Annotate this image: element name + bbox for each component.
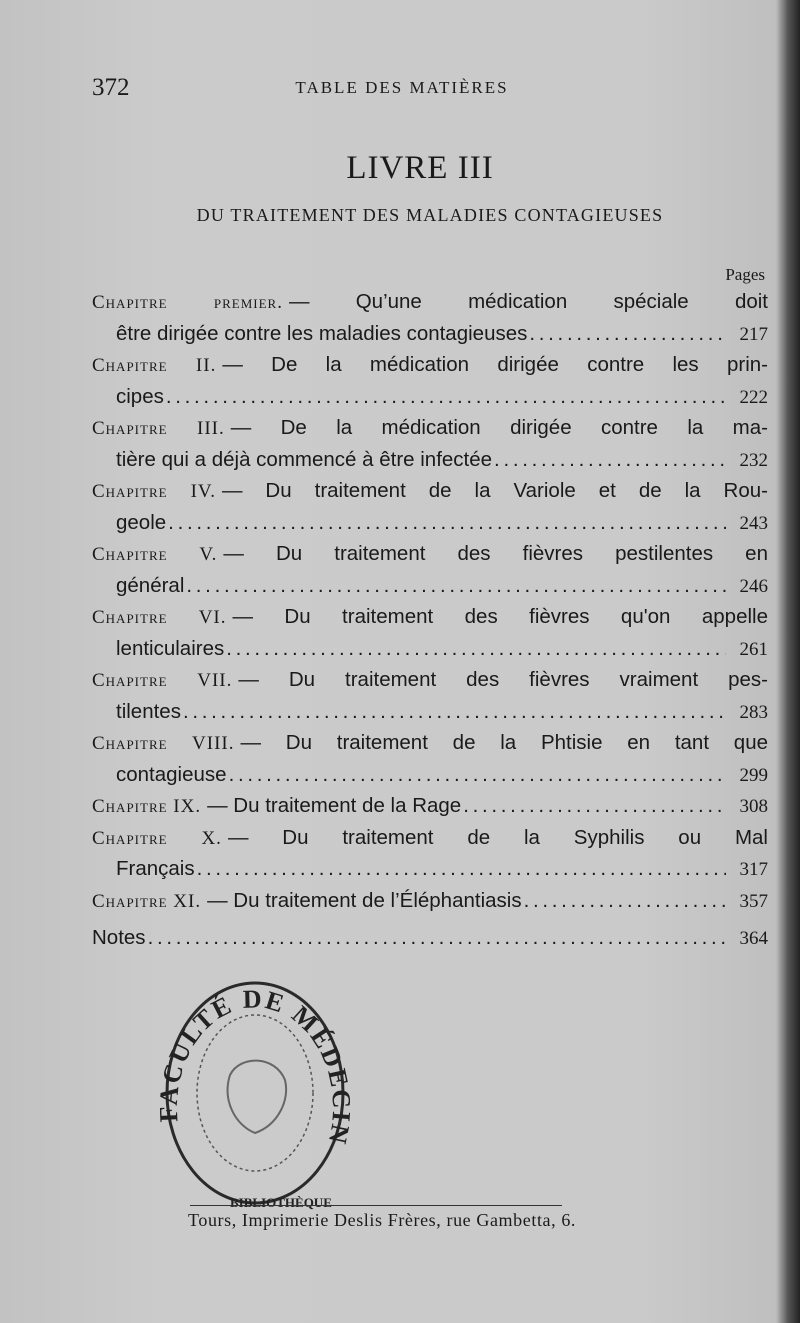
chapter-title: — De la médication dirigée contre les prin- xyxy=(222,353,768,376)
toc-line xyxy=(92,349,768,381)
toc-entry xyxy=(92,790,768,822)
dot-leader xyxy=(529,318,726,350)
toc-line xyxy=(92,822,768,854)
book-subtitle: DU TRAITEMENT DES MALADIES CONTAGIEUSES xyxy=(196,205,664,225)
chapter-title: — Du traitement de la Phtisie en tant que xyxy=(240,731,769,754)
chapter-title-cont: Français xyxy=(116,857,195,880)
toc-line xyxy=(92,475,768,507)
chapter-label: Chapitre premier. xyxy=(92,292,283,313)
dot-leader xyxy=(168,507,726,539)
dot-leader xyxy=(463,790,726,822)
dot-leader xyxy=(186,570,726,602)
chapter-title: — Du traitement des fièvres vraiment pes- xyxy=(238,668,768,691)
toc-entry xyxy=(92,349,768,412)
chapter-label: Chapitre III. xyxy=(92,418,225,439)
toc-line xyxy=(92,381,768,413)
chapter-title: — Du traitement de l’Éléphantiasis xyxy=(207,888,522,912)
chapter-title: — Du traitement de la Rage xyxy=(207,794,462,817)
toc-entry xyxy=(92,412,768,475)
toc-line xyxy=(92,507,768,539)
stamp-text: ULTÉ DE MÉD xyxy=(163,984,350,1074)
running-title: TABLE DES MATIÈRES xyxy=(295,78,509,97)
toc-entry xyxy=(92,885,768,917)
page-ref: 232 xyxy=(739,449,768,471)
page-ref: 222 xyxy=(739,386,768,408)
chapter-title-cont: cipes xyxy=(116,384,164,408)
dot-leader xyxy=(524,885,726,917)
toc-entry xyxy=(92,822,768,885)
toc-line xyxy=(92,412,768,444)
printer-imprint: Tours, Imprimerie Deslis Frères, rue Gambetta, 6. xyxy=(188,1210,577,1230)
stamp-bottom-text: BIBLIOTHÈQUE xyxy=(230,1195,332,1210)
toc-line xyxy=(92,885,768,917)
chapter-label: Chapitre VI. xyxy=(92,607,227,628)
page-ref: 246 xyxy=(739,575,768,597)
page-ref: 357 xyxy=(739,890,768,912)
dot-leader xyxy=(197,853,726,885)
toc-entry xyxy=(92,475,768,538)
running-head xyxy=(92,74,712,104)
chapter-label: Chapitre IV. xyxy=(92,481,216,502)
chapter-title: — Du traitement de la Variole et de la Rou- xyxy=(221,479,768,502)
chapter-label: Chapitre V. xyxy=(92,544,218,565)
chapter-title: — Du traitement des fièvres pestilentes en xyxy=(223,542,768,565)
chapter-title-cont: général xyxy=(116,573,185,597)
library-stamp xyxy=(160,975,350,1220)
dot-leader xyxy=(226,633,726,665)
chapter-title-cont: lenticulaires xyxy=(116,636,225,660)
toc-line xyxy=(92,444,768,476)
toc-line xyxy=(92,633,768,665)
chapter-title-cont: geole xyxy=(116,510,167,534)
chapter-title-cont: tière qui a déjà commencé à être infectée xyxy=(116,447,493,471)
dot-leader xyxy=(229,759,726,791)
dot-leader xyxy=(148,922,726,954)
chapter-label: Chapitre IX. xyxy=(92,796,202,817)
chapter-title: — De la médication dirigée contre la ma- xyxy=(230,416,768,439)
chapter-label: Chapitre VII. xyxy=(92,670,233,691)
chapter-title-cont: tilentes xyxy=(116,699,181,723)
dot-leader xyxy=(166,381,726,413)
toc-line xyxy=(92,570,768,602)
page-ref: 317 xyxy=(739,859,768,880)
notes-label: Notes xyxy=(92,926,146,949)
toc-entry xyxy=(92,664,768,727)
toc-line xyxy=(92,727,768,759)
chapter-title-cont: contagieuse xyxy=(116,762,227,786)
page-ref: 364 xyxy=(739,928,768,949)
toc-line xyxy=(92,286,768,318)
page-ref: 283 xyxy=(739,701,768,723)
toc-entry xyxy=(92,286,768,349)
page-ref: 243 xyxy=(739,512,768,534)
toc-line xyxy=(92,853,768,885)
toc-line xyxy=(92,790,768,822)
pages-column-label: Pages xyxy=(725,265,765,284)
toc-line xyxy=(92,601,768,633)
chapter-label: Chapitre XI. xyxy=(92,890,202,912)
page-ref: 308 xyxy=(739,796,768,817)
toc-line xyxy=(92,538,768,570)
toc-entry xyxy=(92,601,768,664)
stamp-seal-icon xyxy=(160,975,350,1220)
chapter-title: — Du traitement de la Syphilis ou Mal xyxy=(227,825,768,849)
chapter-label: Chapitre II. xyxy=(92,355,217,376)
chapter-label: Chapitre X. xyxy=(92,827,222,849)
imprint-rule xyxy=(190,1205,562,1206)
toc-line xyxy=(92,922,768,954)
toc-entry-notes xyxy=(92,922,768,954)
page-ref: 299 xyxy=(739,764,768,786)
chapter-label: Chapitre VIII. xyxy=(92,733,235,754)
table-of-contents xyxy=(92,286,768,954)
toc-line xyxy=(92,664,768,696)
page-number: 372 xyxy=(92,74,130,101)
book-title: LIVRE III xyxy=(346,150,494,186)
page-ref: 261 xyxy=(739,638,768,660)
page-ref: 217 xyxy=(739,323,768,345)
chapter-title-cont: être dirigée contre les maladies contagieuses xyxy=(116,321,528,345)
toc-entry xyxy=(92,727,768,790)
toc-entry xyxy=(92,538,768,601)
toc-line xyxy=(92,696,768,728)
toc-line xyxy=(92,759,768,791)
dot-leader xyxy=(183,696,726,728)
dot-leader xyxy=(494,444,726,476)
chapter-title: — Qu’une médication spéciale doit xyxy=(288,290,768,313)
chapter-title: — Du traitement des fièvres qu'on appelle xyxy=(232,605,768,628)
toc-line xyxy=(92,318,768,350)
